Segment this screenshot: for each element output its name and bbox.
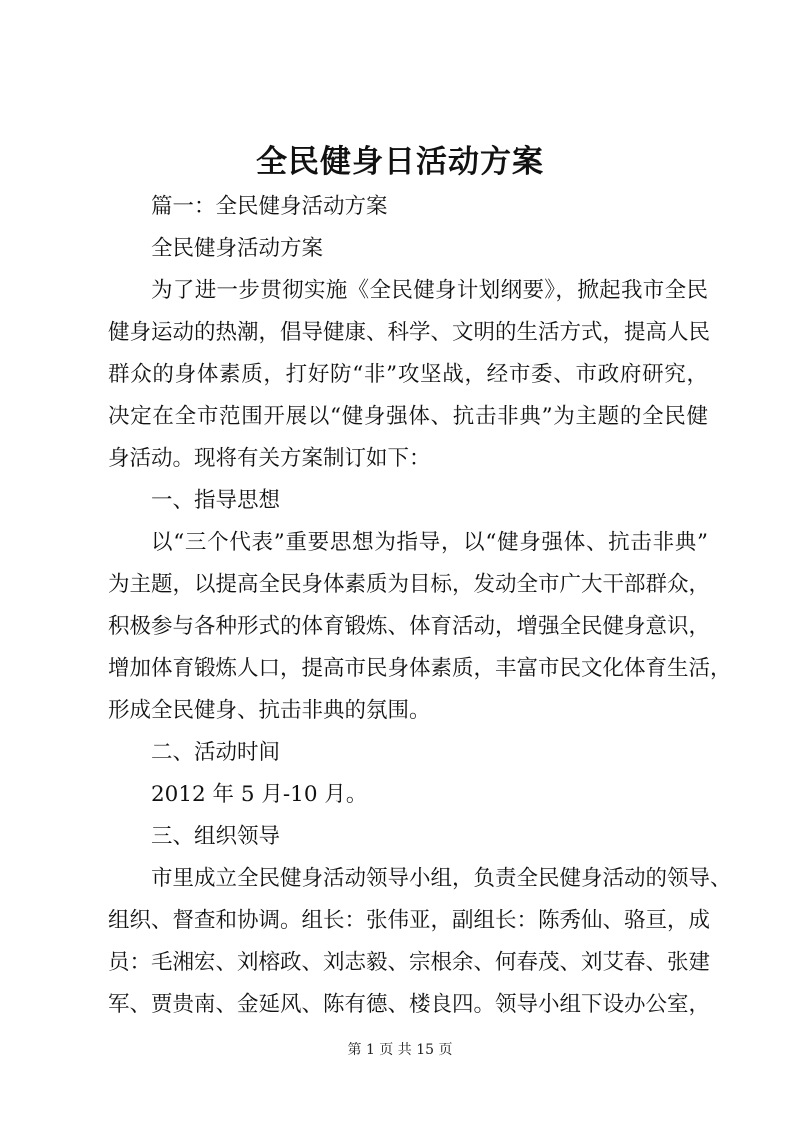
paragraph-line: 健身运动的热潮，倡导健康、科学、文明的生活方式，提高人民 [108, 320, 711, 345]
paragraph-line: 增加体育锻炼人口，提高市民身体素质，丰富市民文化体育生活， [108, 656, 732, 681]
paragraph-line: 积极参与各种形式的体育锻炼、体育活动，增强全民健身意识， [108, 614, 711, 639]
document-body [108, 186, 732, 1026]
page-footer: 第 1 页 共 15 页 [347, 1042, 453, 1058]
document-title: 全民健身日活动方案 [256, 144, 544, 180]
paragraph-line: 军、贾贵南、金延风、陈有德、楼良四。领导小组下设办公室， [108, 992, 711, 1017]
paragraph-line: 为了进一步贯彻实施《全民健身计划纲要》，掀起我市全民 [151, 278, 708, 303]
paragraph-line: 篇一：全民健身活动方案 [151, 194, 388, 219]
section-heading: 一、指导思想 [151, 488, 281, 513]
paragraph-line: 为主题，以提高全民身体素质为目标，发动全市广大干部群众， [108, 572, 711, 597]
section-heading: 三、组织领导 [151, 824, 281, 849]
paragraph-line: 组织、督查和协调。组长：张伟亚，副组长：陈秀仙、骆亘，成 [108, 908, 711, 933]
paragraph-line: 2012 年 5 月-10 月。 [151, 782, 368, 807]
paragraph-line: 市里成立全民健身活动领导小组，负责全民健身活动的领导、 [151, 866, 732, 891]
section-heading: 二、活动时间 [151, 740, 281, 765]
paragraph-line: 决定在全市范围开展以“健身强体、抗击非典”为主题的全民健 [108, 404, 708, 429]
paragraph-line: 群众的身体素质，打好防“非”攻坚战，经市委、市政府研究， [108, 362, 708, 387]
paragraph-line: 形成全民健身、抗击非典的氛围。 [108, 698, 431, 723]
paragraph-line: 员：毛湘宏、刘榕政、刘志毅、宗根余、何春茂、刘艾春、张建 [108, 950, 711, 975]
paragraph-line: 以“三个代表”重要思想为指导，以“健身强体、抗击非典” [151, 530, 708, 555]
paragraph-line: 身活动。现将有关方案制订如下： [108, 446, 431, 471]
paragraph-line: 全民健身活动方案 [151, 236, 324, 261]
